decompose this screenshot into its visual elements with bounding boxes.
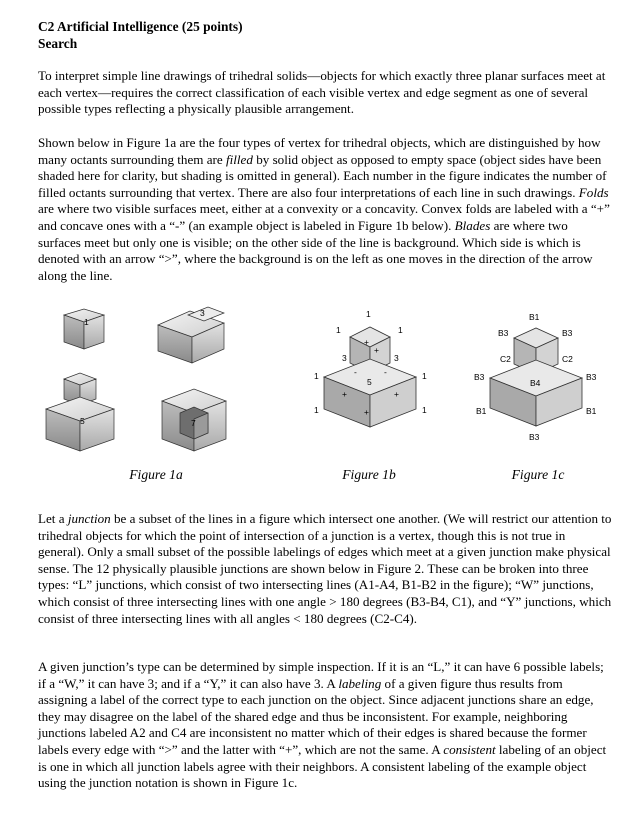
junction-label: B3 [498,328,509,338]
figure-1a [40,305,230,465]
junction-object [490,328,582,426]
vertex-label: 5 [367,377,372,387]
emphasis-text: Folds [578,184,609,200]
paragraph-vertex-types [38,135,613,284]
text-run: Shown below in Figure 1a are the four types of vertex for trihedral objects, which are distinguished by how many octants surrounding them are [38,135,601,167]
figure-1b-caption: Figure 1b [342,467,396,482]
vertex-label: 7 [191,418,196,428]
heading-title: C2 Artificial Intelligence (25 points) [38,19,243,34]
vertex-label: 5 [80,416,85,426]
edge-label: + [394,389,399,399]
vertex-cube-1 [64,309,104,349]
text-run: by solid object as opposed to empty space (object sides have been shaded here for clarity, but shading is omitted in general). Each number in the figure indicates the number of filled octants surrounding that vertex. There are also four interpretations of each line in such drawings. [38,151,607,200]
junction-label: C2 [500,354,511,364]
junction-label: B3 [562,328,573,338]
junction-label: B1 [476,406,487,416]
text-run: A given junction’s type can be determined by simple inspection. If it is an “L,” it can have 6 possible labels; if a “W,” it can have 3; and if a “Y,” it can also have 3. A [38,659,604,691]
paragraph-junctions [38,511,613,627]
text-run: are where two surfaces meet but only one is visible; on the other side of the line is background. Which side is which is denoted with an arrow “>”, where the background is on the left as one moves in the direction of the arrow along the line. [38,217,593,283]
vertex-label: 3 [342,353,347,363]
figure-1c [474,310,614,450]
edge-label: + [374,345,379,355]
junction-label: B1 [529,312,540,322]
vertex-label: 3 [200,308,205,318]
junction-label: B1 [586,406,597,416]
vertex-label: 1 [366,309,371,319]
edge-label: + [364,407,369,417]
edge-label: - [354,367,357,377]
emphasis-text: consistent [443,741,496,757]
emphasis-text: labeling [338,675,382,691]
vertex-label: 1 [422,371,427,381]
text-run: Let a [38,511,68,526]
vertex-label: 1 [84,317,89,327]
paragraph-intro: To interpret simple line drawings of trihedral solids—objects for which exactly three planar surfaces meet at each vertex—requires the correct classification of each visible vertex and edge segment as one of several possible types reflecting a physically plausible arrangement. [38,68,606,117]
vertex-label: 3 [394,353,399,363]
text-run: be a subset of the lines in a figure which intersect one another. (We will restrict our attention to trihedral objects for which the point of intersection of a junction is a vertex, though this is not true in general). Only a small subset of the possible labelings of edges which meet at a given junction make physical sense. The 12 physically plausible junctions are shown below in Figure 2. These can be broken into three types: “L” junctions, which consist of two intersecting lines (A1-A4, B1-B2 in the figure); “W” junctions, which consist of three intersecting lines with one angle > 180 degrees (B3-B4, C1), and “Y” junctions, which consist of three intersecting lines with all angles < 180 degrees (C2-C4). [38,511,612,626]
vertex-label: 1 [336,325,341,335]
junction-label: C2 [562,354,573,364]
heading-subtitle: Search [38,36,78,51]
emphasis-text: Blades [454,217,491,233]
text-run: of a given figure thus results from assigning a label of the correct type to each junction on the object. Since adjacent junctions share an edge, they may disagree on the label of the shared edge and thus be inconsistent. For example, neighboring junctions labeled A2 and C4 are inconsistent no matter which of their edges is shared because the former labels every edge with “>” and the latter with “+”, which are not the same. A [38,675,594,757]
text-run: labeling of an object is one in which all junction labels agree with their neighbors. A consistent labeling of the example object using the junction notation is shown in Figure 1c. [38,741,607,791]
junction-label: B3 [474,372,485,382]
vertex-label: 1 [314,371,319,381]
figure-1b [308,305,443,450]
junction-label: B3 [586,372,597,382]
edge-label: + [364,337,369,347]
vertex-block-7 [162,389,226,451]
emphasis-text: filled [226,151,253,167]
paragraph-labeling [38,659,613,792]
edge-label: + [342,389,347,399]
vertex-label: 1 [422,405,427,415]
vertex-block-3 [158,307,224,363]
figure-1a-caption: Figure 1a [129,467,183,482]
vertex-block-5 [46,373,114,451]
junction-label: B3 [529,432,540,442]
text-run: are where two visible surfaces meet, either at a convexity or a concavity. Convex folds are labeled with a “+” and concave ones with a “-” (an example object is labeled in Figure 1b below). [38,201,610,233]
junction-label: B4 [530,378,541,388]
figure-1c-caption: Figure 1c [511,467,565,482]
emphasis-text: junction [67,511,111,526]
edge-label: - [384,367,387,377]
vertex-label: 1 [398,325,403,335]
section-heading [38,18,243,52]
vertex-label: 1 [314,405,319,415]
